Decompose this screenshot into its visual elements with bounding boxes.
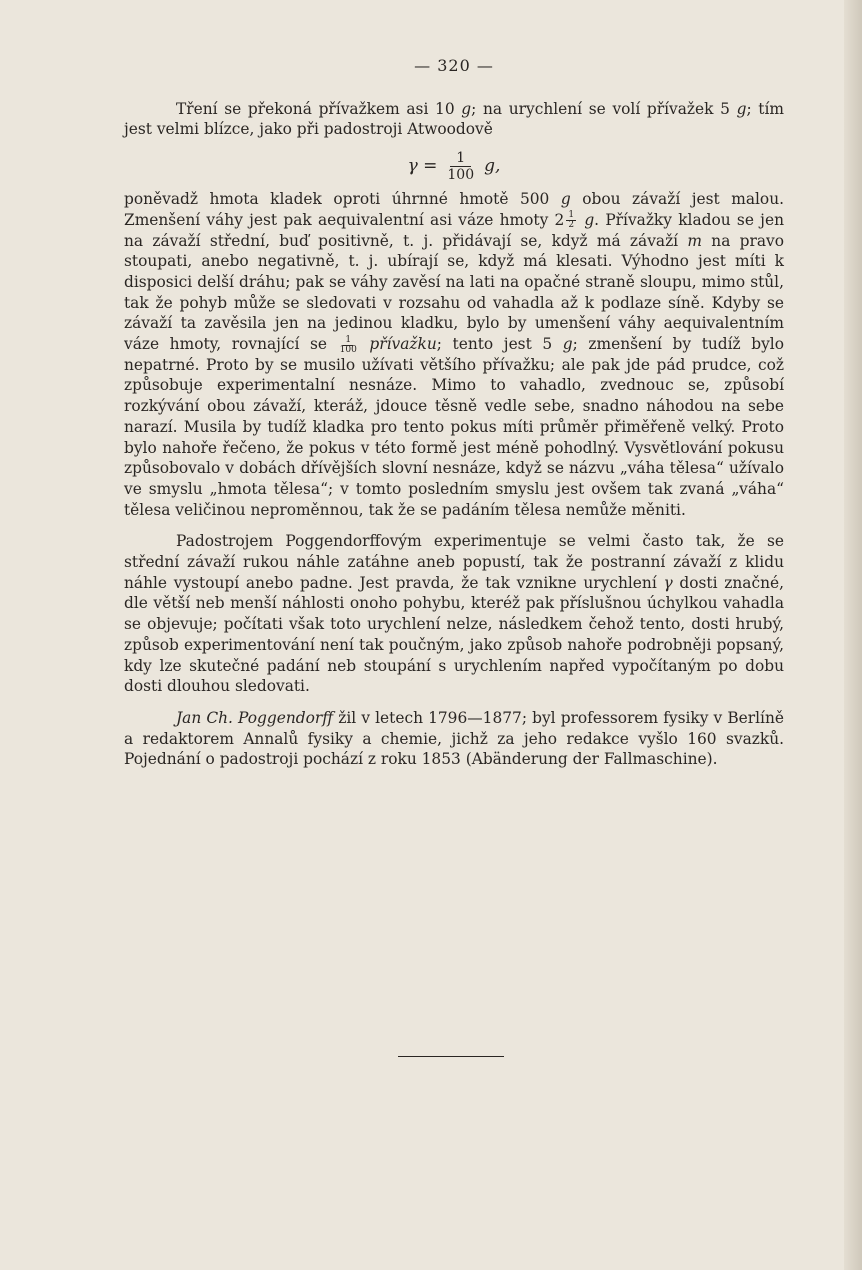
page-number: — 320 — [414, 56, 494, 75]
paragraph-2: poněvadž hmota kladek oproti úhrnné hmotě 500 g obou závaží jest malou. Zmenšení váhy jest pak aequivalentní asi váze hmoty 2 $\frac{1}{2}$ g. Přívažky kladou se jen na závaží střední, buď positivně, t. j. přidávají se, když má závaží m na pravo stoupati, anebo negativně, t. j. ubírají se, když má klesati. Výhodno jest míti k disposici delší dráhu; pak se váhy zavěsí na lati na opačné straně sloupu, mimo stůl, tak že pohyb může se sledovati v rozsahu od vahadla až k podlaze síně. Kdyby se závaží ta zavěsila jen na jedinou kladku, bylo by umenšení váhy aequivalentním váze hmoty, rovnající se $\frac{1}{100}$ přívažku; tento jest 5 g; zmenšení by tudíž bylo nepatrné. Proto by se musilo užívati většího přívažku; ale pak jde pád prudce, což způsobuje experimentalní nesnáze. Mimo to vahadlo, zvednouc se, způsobí rozkývání obou závaží, kteráž, jdouce těsně vedle sebe, snadno náhodou na sebe narazí. Musila by tudíž kladka pro tento pokus míti průměr přiměřeně velký. Proto bylo nahoře řečeno, že pokus v této formě jest méně pohodlný. Vysvětlování pokusu způsobovalo v dobách dřívějších slovní nesnáze, když se názvu „váha tělesa“ užívalo ve smyslu „hmota tělesa“; v tomto posledním smyslu jest ovšem tak zvaná „váha“ tělesa veličinou neproměnnou, tak že se padáním tělesa nemůže měniti. [124, 190, 785, 519]
page-text [124, 56, 784, 770]
paragraph-1: Tření se překoná přívažkem asi 10 g; na urychlení se volí přívažek 5 g; tím jest velmi blízce, jako při padostroji Atwoodově [124, 99, 784, 139]
fraction-half: $\frac{1}{2}$ [568, 210, 575, 231]
paragraph-4-biography: Jan Ch. Poggendorff žil v letech 1796—1877; byl professorem fysiky v Berlíně a redaktorem Annalů fysiky a chemie, jichž za jeho redakce vyšlo 160 svazků. Pojednání o padostroji pochází z roku 1853 (Abänderung der Fallmaschine). [124, 708, 784, 769]
formula-gamma: γ = $\frac{1}{100}$ g, [407, 150, 501, 184]
closing-rule [398, 1056, 504, 1057]
page-edge-shadow [844, 0, 862, 1270]
paragraph-3: Padostrojem Poggendorffovým experimentuje se velmi často tak, že se střední závaží rukou náhle zatáhne aneb popustí, tak že postranní závaží z klidu náhle vystoupí anebo padne. Jest pravda, že tak vznikne urychlení γ dosti značné, dle větší neb menší náhlosti onoho pohybu, kteréž pak příslušnou úchylkou vahadla se objevuje; počítati však toto urychlení nelze, následkem čehož tento, dosti hrubý, způsob experimentování není tak poučným, jako způsob nahoře podrobněji popsaný, kdy lze skutečné padání neb stoupání s urychlením napřed vypočítaným po dobu dosti dlouhou sledovati. [124, 532, 784, 696]
fraction-hundredth: $\frac{1}{100}$ [339, 334, 357, 355]
formula-fraction: $\frac{1}{100}$ [447, 150, 475, 184]
